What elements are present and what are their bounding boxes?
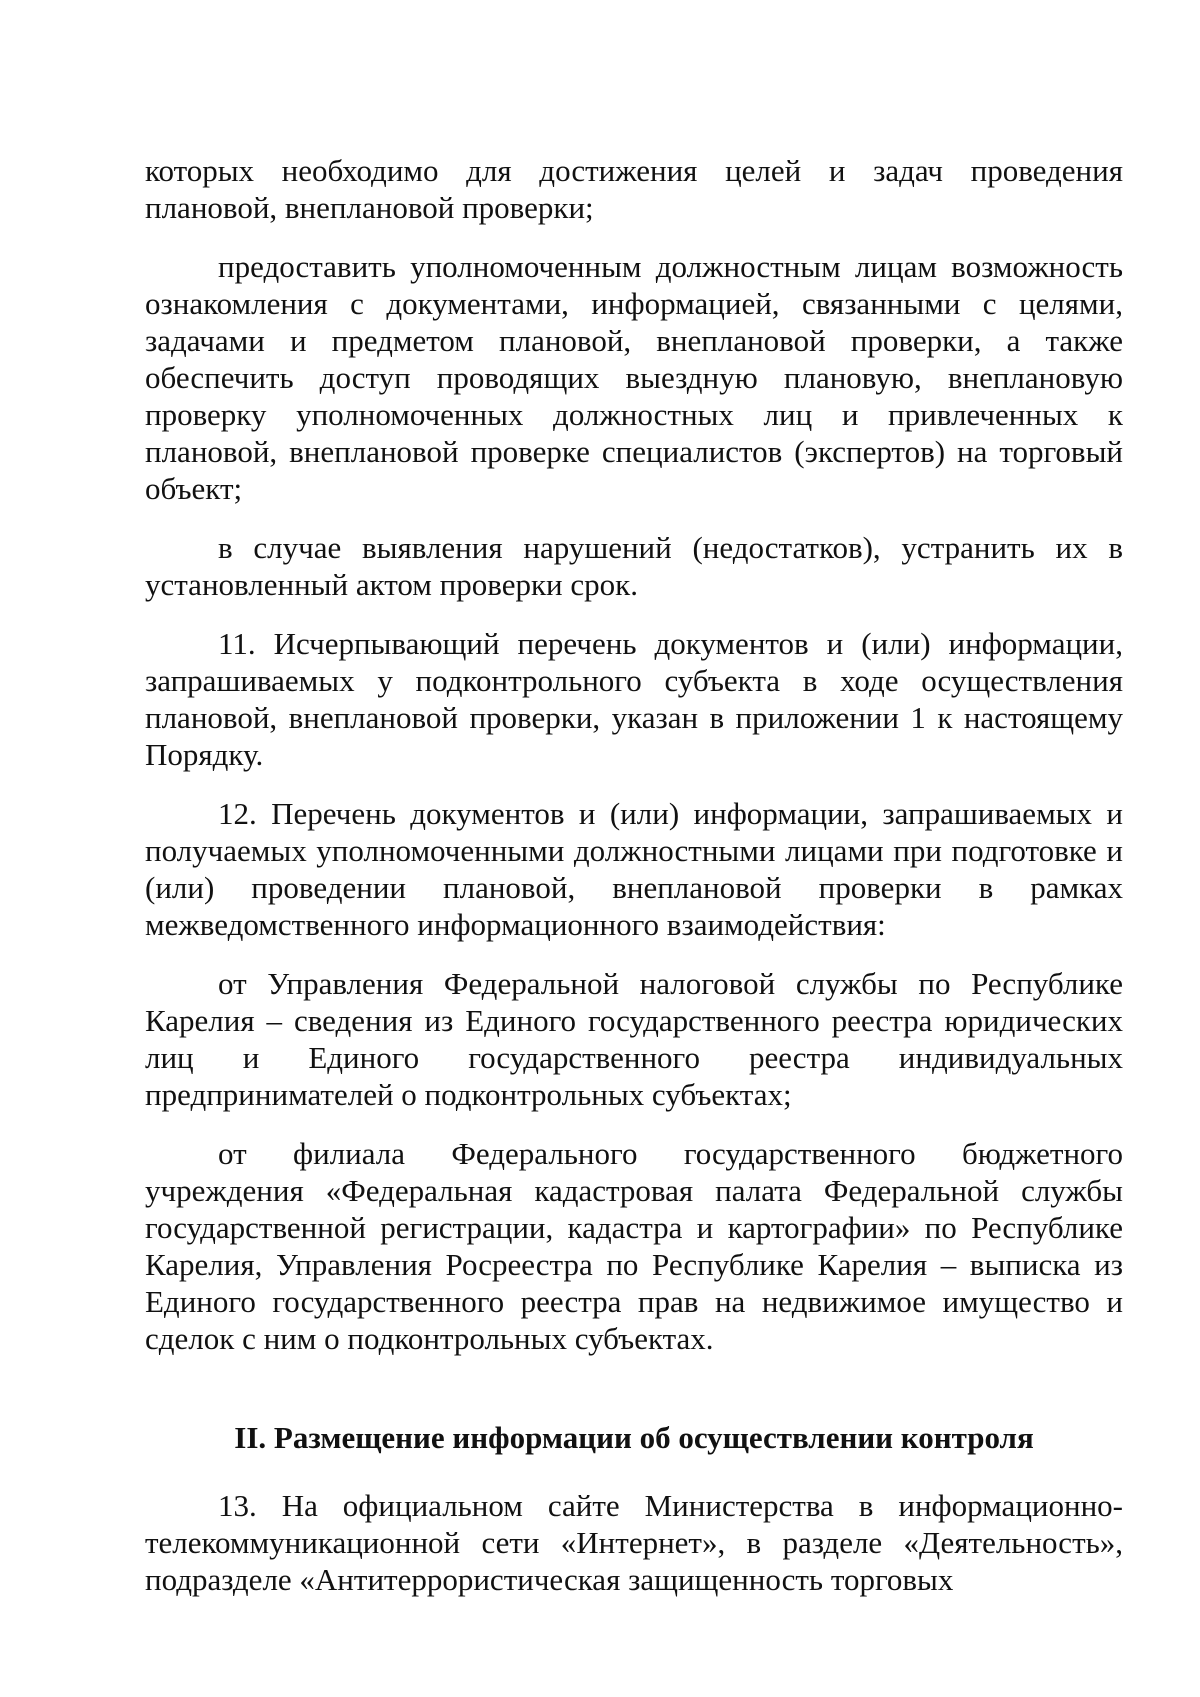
paragraph-item-12: 12. Перечень документов и (или) информации, запрашиваемых и получаемых уполномоченными должностными лицами при подготовке и (или) проведении плановой, внеплановой проверки в рамках межведомственного информационного взаимодействия: — [145, 796, 1123, 942]
paragraph-3: в случае выявления нарушений (недостатков), устранить их в установленный актом проверки срок. — [145, 530, 1123, 602]
paragraph-1: которых необходимо для достижения целей и задач проведения плановой, внеплановой проверки; — [145, 153, 1123, 225]
paragraph-tax-service: от Управления Федеральной налоговой службы по Республике Карелия – сведения из Единого государственного реестра юридических лиц и Единого государственного реестра индивидуальных предпринимателей о подконтрольных субъектах; — [145, 966, 1123, 1112]
paragraph-2: предоставить уполномоченным должностным лицам возможность ознакомления с документами, информацией, связанными с целями, задачами и предметом плановой, внеплановой проверки, а также обеспечить доступ проводящих выездную плановую, внеплановую проверку уполномоченных должностных лиц и привлеченных к плановой, внеплановой проверке специалистов (экспертов) на торговый объект; — [145, 249, 1123, 506]
paragraph-item-13: 13. На официальном сайте Министерства в информационно-телекоммуникационной сети «Интернет», в разделе «Деятельность», подразделе «Антитеррористическая защищенность торговых — [145, 1488, 1123, 1597]
section-heading: II. Размещение информации об осуществлении контроля — [234, 1420, 1034, 1455]
document-page — [145, 152, 1123, 1620]
paragraph-item-11: 11. Исчерпывающий перечень документов и (или) информации, запрашиваемых у подконтрольного субъекта в ходе осуществления плановой, внеплановой проверки, указан в приложении 1 к настоящему Порядку. — [145, 626, 1123, 772]
paragraph-cadastral-chamber: от филиала Федерального государственного бюджетного учреждения «Федеральная кадастровая палата Федеральной службы государственной регистрации, кадастра и картографии» по Республике Карелия, Управления Росреестра по Республике Карелия – выписка из Единого государственного реестра прав на недвижимое имущество и сделок с ним о подконтрольных субъектах. — [145, 1136, 1123, 1356]
